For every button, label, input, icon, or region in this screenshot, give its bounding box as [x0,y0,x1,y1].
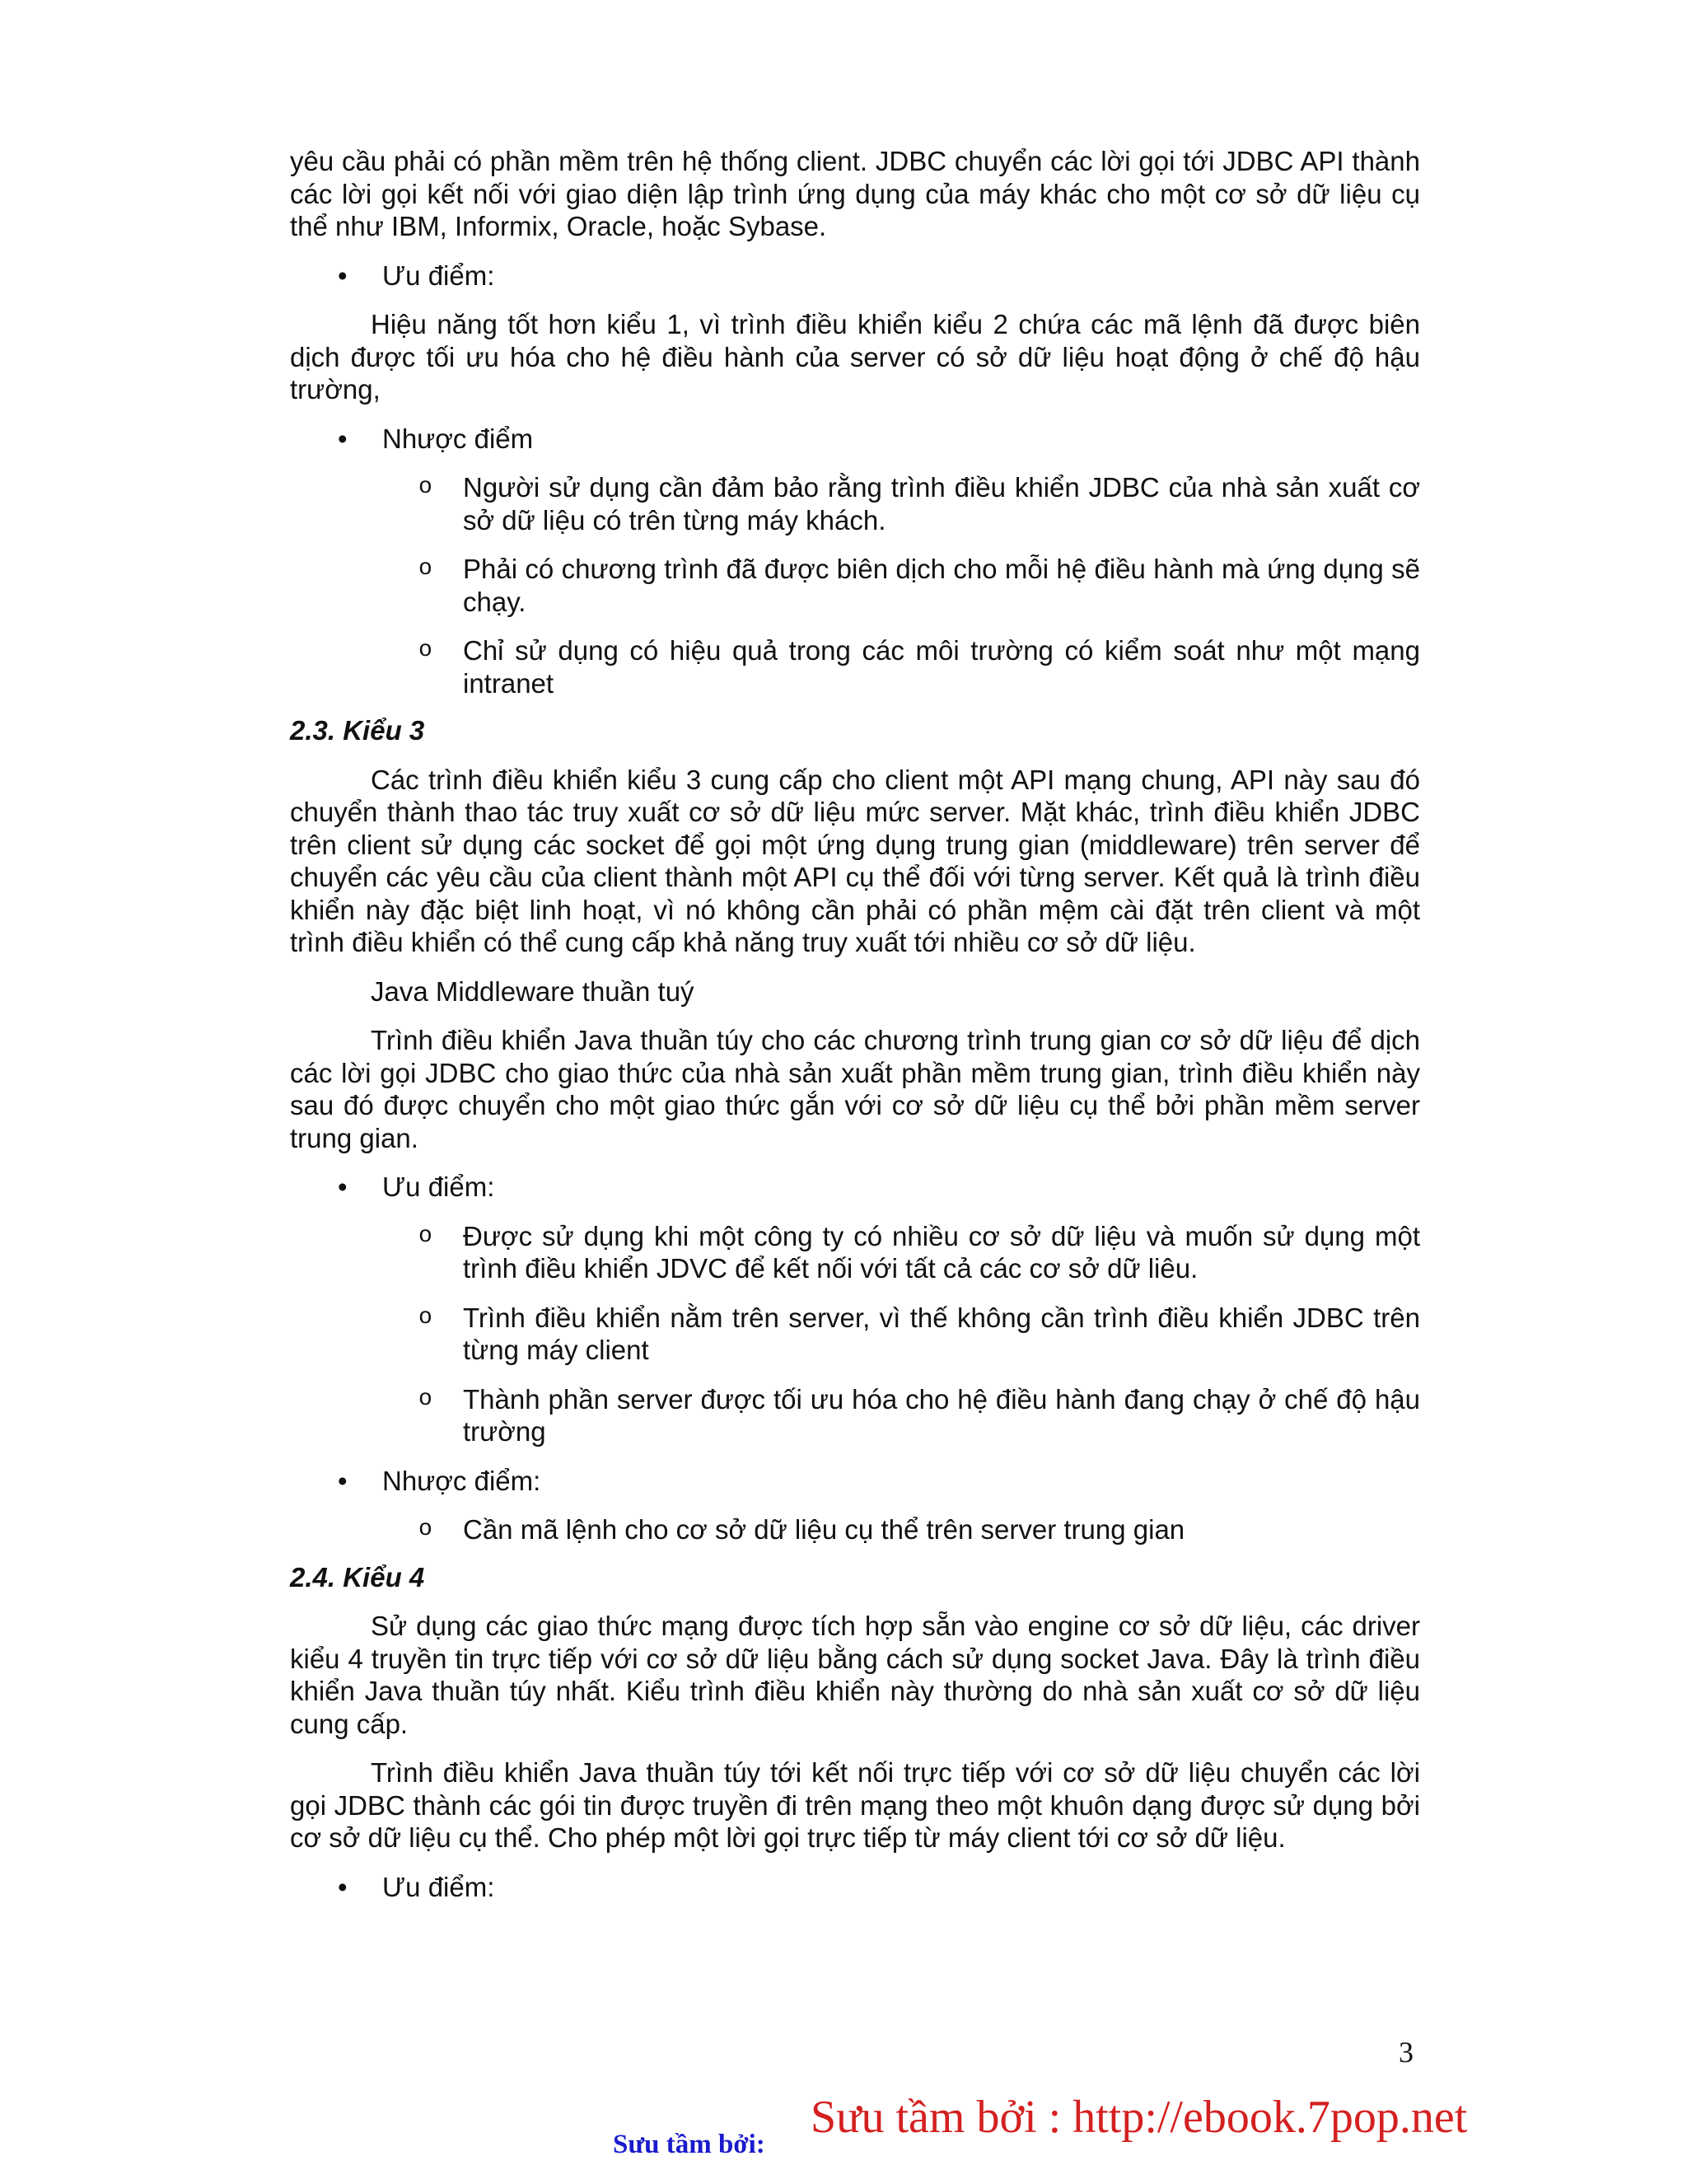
sub-bullet-marker: o [418,556,432,582]
section-heading-type4: 2.4. Kiểu 4 [290,1561,425,1592]
paragraph-advantages-type2: Hiệu năng tốt hơn kiểu 1, vì trình điều khiển kiểu 2 chứa các mã lệnh đã được biên dịch được tối ưu hóa cho hệ điều hành của server có sở dữ liệu hoạt động ở chế độ hậu trường, [290,309,1420,405]
footer-credit-label: Sưu tầm bởi: [613,2130,765,2159]
sub-bullet-item: o Được sử dụng khi một công ty có nhiều cơ sở dữ liệu và muốn sử dụng một trình điều khiển JDVC để kết nối với tất cả các cơ sở dữ liêu. [418,1220,1420,1284]
sub-bullet-item: o Phải có chương trình đã được biên dịch cho mỗi hệ điều hành mà ứng dụng sẽ chạy. [418,554,1420,617]
sub-bullet-item: o Chỉ sử dụng có hiệu quả trong các môi trường có kiểm soát như một mạng intranet [418,635,1420,699]
bullet-marker: • [338,1172,348,1202]
paragraph-type3-description: Các trình điều khiển kiểu 3 cung cấp cho client một API mạng chung, API này sau đó chuyển thành thao tác truy xuất cơ sở dữ liệu mức server. Mặt khác, trình điều khiển JDBC trên client sử dụng các socket để gọi một ứng dụng trung gian (middleware) trên server để chuyển các yêu cầu của client thành một API cụ thể đối với từng server. Kết quả là trình điều khiển này đặc biệt linh hoạt, vì nó không cần phải có phần mệm cài đặt trên client và một trình điều khiển có thể cung cấp khả năng truy xuất tới nhiều cơ sở dữ liệu. [290,764,1420,957]
bullet-advantages-type4: • Ưu điểm: [338,1871,495,1902]
section-heading-type3: 2.3. Kiểu 3 [290,715,425,746]
footer-credit-link[interactable]: Sưu tầm bởi : http://ebook.7pop.net [811,2092,1468,2143]
sub-bullet-item: o Người sử dụng cần đảm bảo rằng trình điều khiển JDBC của nhà sản xuất cơ sở dữ liệu có trên từng máy khách. [418,472,1420,535]
bullet-marker: • [338,423,348,454]
bullet-advantages-type2: • Ưu điểm: [338,260,495,291]
page-number: 3 [1399,2036,1414,2069]
sub-bullet-item: o Thành phần server được tối ưu hóa cho hệ điều hành đang chạy ở chế độ hậu trường [418,1383,1420,1447]
bullet-disadvantages-type2: • Nhược điểm [338,423,534,454]
paragraph-java-middleware: Java Middleware thuần tuý [371,975,694,1007]
paragraph-intro: yêu cầu phải có phần mềm trên hệ thống client. JDBC chuyển các lời gọi tới JDBC API thành các lời gọi kết nối với giao diện lập trình ứng dụng của máy khác cho một cơ sở dữ liệu cụ thể như IBM, Informix, Oracle, hoặc Sybase. [290,146,1420,241]
sub-bullet-marker: o [418,1386,432,1412]
bullet-disadvantages-type3: • Nhược điểm: [338,1465,541,1496]
sub-bullet-marker: o [418,475,432,500]
paragraph-type4-description: Sử dụng các giao thức mạng được tích hợp sẵn vào engine cơ sở dữ liệu, các driver kiểu 4 truyền tin trực tiếp với cơ sở dữ liệu bằng cách sử dụng socket Java. Đây là trình điều khiển Java thuần túy nhất. Kiểu trình điều khiển này thường do nhà sản xuất cơ sở dữ liệu cung cấp. [290,1611,1420,1739]
sub-bullet-item: o Cần mã lệnh cho cơ sở dữ liệu cụ thể trên server trung gian [418,1514,1185,1545]
bullet-marker: • [338,1465,348,1496]
sub-bullet-marker: o [418,1223,432,1249]
sub-bullet-item: o Trình điều khiển nằm trên server, vì thế không cần trình điều khiển JDBC trên từng máy client [418,1302,1420,1365]
bullet-marker: • [338,1871,348,1902]
sub-bullet-marker: o [418,1517,432,1542]
sub-bullet-marker: o [418,638,432,663]
bullet-marker: • [338,260,348,291]
paragraph-pure-java-direct: Trình điều khiển Java thuần túy tới kết nối trực tiếp với cơ sở dữ liệu chuyển các lời gọi JDBC thành các gói tin được truyền đi trên mạng theo một khuôn dạng được sử dụng bởi cơ sở dữ liệu cụ thể. Cho phép một lời gọi trực tiếp từ máy client tới cơ sở dữ liệu. [290,1757,1420,1853]
bullet-advantages-type3: • Ưu điểm: [338,1172,495,1202]
sub-bullet-marker: o [418,1304,432,1331]
paragraph-pure-java-middleware: Trình điều khiển Java thuần túy cho các chương trình trung gian cơ sở dữ liệu để dịch các lời gọi JDBC cho giao thức của nhà sản xuất phần mềm trung gian, trình điều khiển này sau đó được chuyển cho một giao thức gắn với cơ sở dữ liệu cụ thể bởi phần mềm server trung gian. [290,1025,1420,1153]
page-body [290,145,1420,1903]
